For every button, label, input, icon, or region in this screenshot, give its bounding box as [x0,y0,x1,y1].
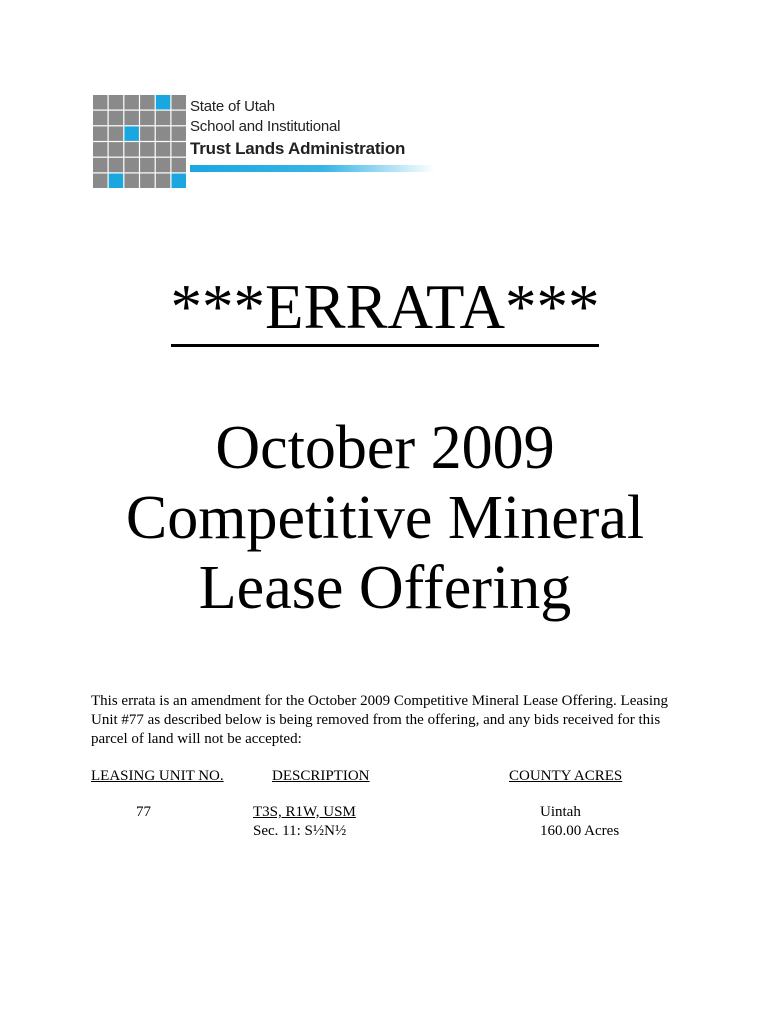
title-line-1: October 2009 [215,414,555,482]
row-description-township: T3S, R1W, USM [253,804,356,820]
intro-paragraph: This errata is an amendment for the October 2009 Competitive Mineral Lease Offering. Leasing Unit #77 as described below is being removed from the offering, and any bids received for this parcel of land will not be accepted: [91,693,669,747]
logo-grid-square [156,126,171,140]
logo-grid-square [93,95,108,110]
logo-grid-square [93,142,108,157]
logo-grid-square [140,158,155,173]
logo-grid-square [93,174,108,189]
logo-grid-square [140,95,155,110]
logo-text [190,97,405,160]
header-county-acres: COUNTY ACRES [509,768,623,784]
title-line-2: Competitive Mineral [125,484,645,552]
logo-grid-square [140,142,155,157]
trust-lands-logo [93,95,443,195]
logo-line-trust-lands: Trust Lands Administration [190,139,406,158]
logo-grid-square [172,95,187,110]
header-description: DESCRIPTION [272,768,370,784]
logo-grid-square [156,158,171,173]
logo-line-state: State of Utah [190,98,275,115]
logo-grid-square [172,126,187,140]
logo-grid-square [172,158,187,173]
errata-heading-text: ***ERRATA*** [171,272,600,347]
logo-grid-square [109,158,124,173]
row-county: Uintah [540,804,581,820]
errata-heading [0,272,770,347]
logo-grid-square [124,174,138,189]
logo-grid-square [93,111,108,126]
page-title [0,413,770,623]
logo-grid-square [172,142,187,157]
logo-grid-square [124,158,138,173]
logo-line-school: School and Institutional [190,118,341,135]
logo-grid-accent-square [109,174,124,189]
logo-grid-square [156,142,171,157]
logo-grid-square [124,95,138,110]
logo-grid-square [93,126,108,140]
row-acres: 160.00 Acres [540,823,620,839]
logo-grid-icon [93,95,187,192]
row-unit-number: 77 [136,804,151,820]
logo-grid-accent-square [124,126,138,140]
logo-grid-square [124,142,138,157]
logo-grid-square [140,126,155,140]
logo-grid-square [140,174,155,189]
logo-grid-square [109,126,124,140]
row-description-section: Sec. 11: S½N½ [253,823,347,839]
logo-grid-square [109,142,124,157]
logo-grid-square [156,111,171,126]
logo-grid-square [156,174,171,189]
logo-grid-accent-square [172,174,187,189]
logo-grid-accent-square [156,95,171,110]
logo-accent-bar [190,165,435,172]
logo-grid-square [93,158,108,173]
logo-grid-square [140,111,155,126]
logo-grid-square [172,111,187,126]
logo-grid-square [109,111,124,126]
logo-grid-square [124,111,138,126]
logo-grid-square [109,95,124,110]
title-line-3: Lease Offering [198,554,572,622]
header-leasing-unit: LEASING UNIT NO. [91,768,224,784]
